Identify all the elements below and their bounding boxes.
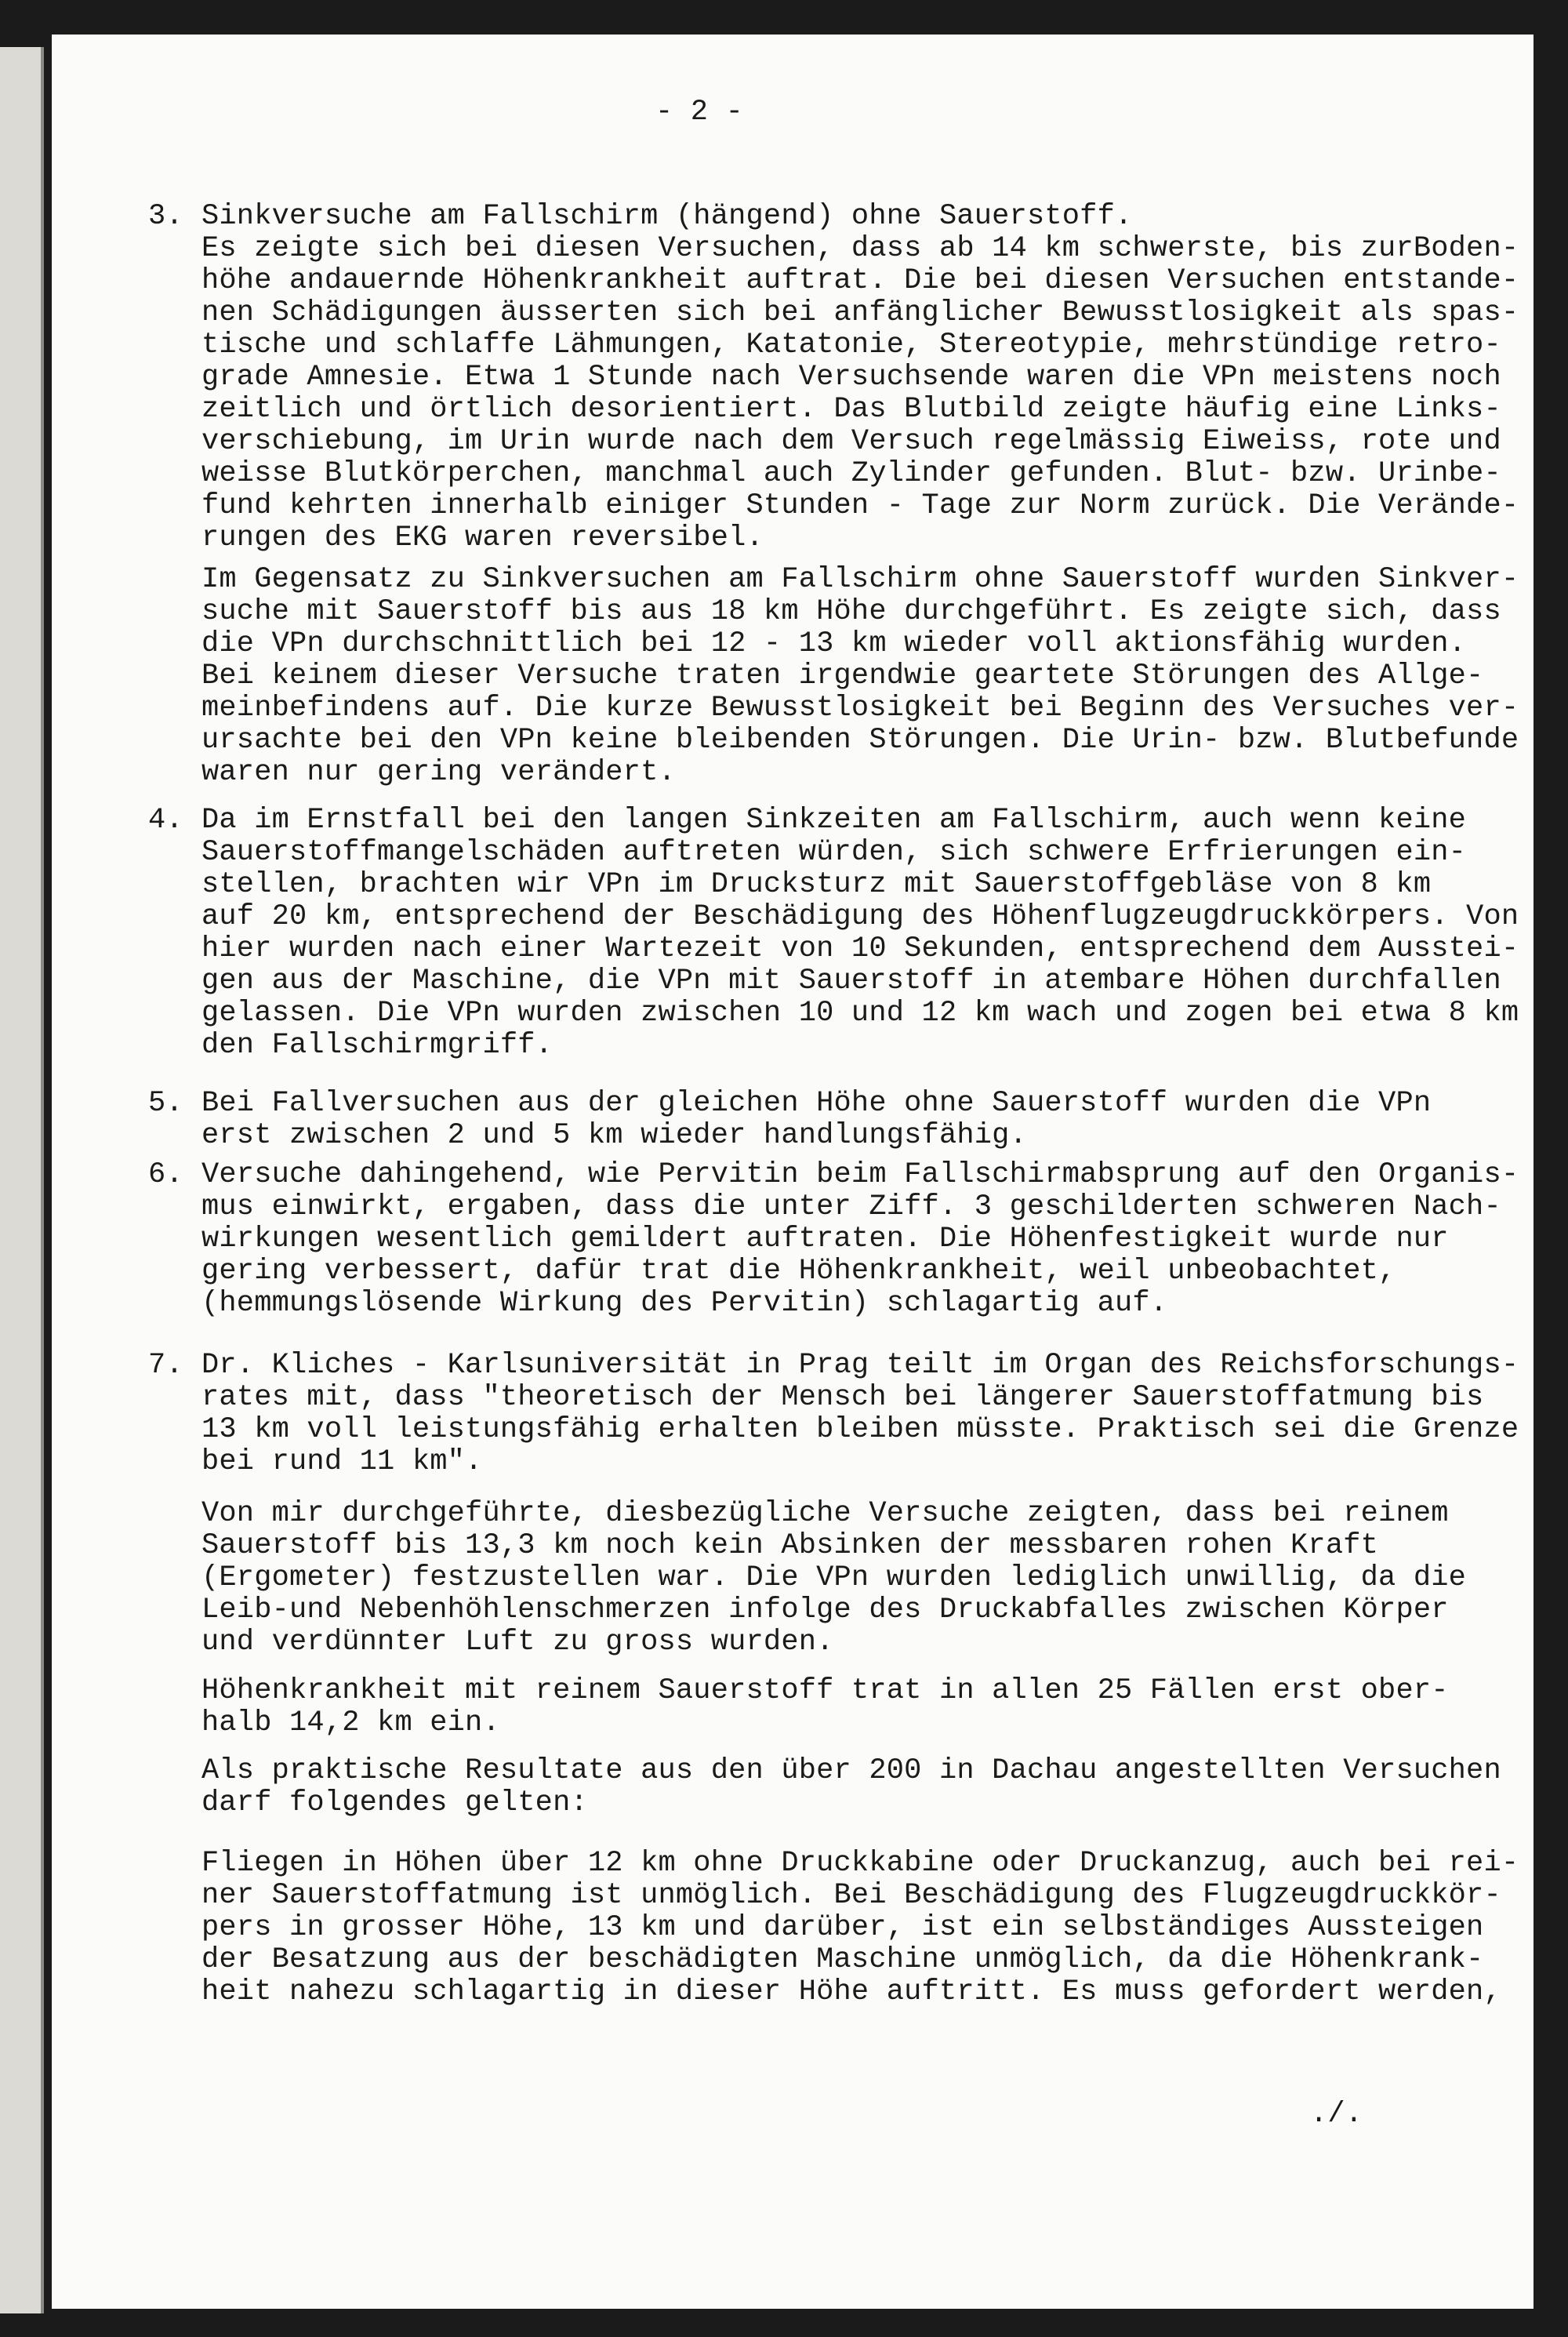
text-line: und verdünnter Luft zu gross wurden. xyxy=(201,1626,834,1659)
text-line: rungen des EKG waren reversibel. xyxy=(201,522,764,554)
text-line: bei rund 11 km". xyxy=(201,1445,483,1478)
paragraph xyxy=(201,1848,1519,2008)
text-line: darf folgendes gelten: xyxy=(201,1786,588,1819)
text-line: Von mir durchgeführte, diesbezügliche Versuche zeigten, dass bei reinem xyxy=(201,1497,1449,1530)
text-line: ner Sauerstoffatmung ist unmöglich. Bei Beschädigung des Flugzeugdruckkör- xyxy=(201,1879,1501,1912)
text-line: meinbefindens auf. Die kurze Bewusstlosigkeit bei Beginn des Versuches ver- xyxy=(201,692,1519,725)
paragraph xyxy=(148,200,1519,554)
paragraph xyxy=(148,1087,1432,1152)
item-number: 4. xyxy=(148,804,183,837)
text-line: heit nahezu schlagartig in dieser Höhe auftritt. Es muss gefordert werden, xyxy=(201,1975,1501,2008)
continuation-mark: ./. xyxy=(1310,2098,1363,2131)
text-line: waren nur gering verändert. xyxy=(201,756,676,789)
item-number: 5. xyxy=(148,1087,183,1120)
text-line: gelassen. Die VPn wurden zwischen 10 und 12 km wach und zogen bei etwa 8 km xyxy=(201,997,1519,1030)
text-line: Dr. Kliches - Karlsuniversität in Prag teilt im Organ des Reichsforschungs- xyxy=(201,1349,1519,1382)
text-line: 13 km voll leistungsfähig erhalten bleiben müsste. Praktisch sei die Grenze xyxy=(201,1413,1519,1446)
text-line: Fliegen in Höhen über 12 km ohne Druckkabine oder Druckanzug, auch bei rei- xyxy=(201,1847,1519,1880)
text-line: (Ergometer) festzustellen war. Die VPn wurden lediglich unwillig, da die xyxy=(201,1561,1467,1594)
text-line: Sauerstoff bis 13,3 km noch kein Absinken der messbaren rohen Kraft xyxy=(201,1529,1379,1562)
item-number: 3. xyxy=(148,200,183,233)
text-line: ursachte bei den VPn keine bleibenden Störungen. Die Urin- bzw. Blutbefunde xyxy=(201,724,1519,757)
text-line: Sauerstoffmangelschäden auftreten würden, sich schwere Erfrierungen ein- xyxy=(201,836,1467,869)
text-line: (hemmungslösende Wirkung des Pervitin) schlagartig auf. xyxy=(201,1287,1168,1320)
paragraph xyxy=(148,804,1519,1062)
text-line: Es zeigte sich bei diesen Versuchen, dass ab 14 km schwerste, bis zurBoden- xyxy=(201,232,1519,265)
text-line: rates mit, dass "theoretisch der Mensch bei längerer Sauerstoffatmung bis xyxy=(201,1381,1484,1414)
text-line: auf 20 km, entsprechend der Beschädigung des Höhenflugzeugdruckkörpers. Von xyxy=(201,900,1519,933)
paragraph xyxy=(201,1755,1501,1819)
item-number: 7. xyxy=(148,1349,183,1382)
text-line: grade Amnesie. Etwa 1 Stunde nach Versuchsende waren die VPn meistens noch xyxy=(201,361,1501,394)
text-line: der Besatzung aus der beschädigten Maschine unmöglich, da die Höhenkrank- xyxy=(201,1943,1484,1976)
text-line: Im Gegensatz zu Sinkversuchen am Fallschirm ohne Sauerstoff wurden Sinkver- xyxy=(201,563,1519,596)
paragraph xyxy=(148,1158,1519,1320)
item-number: 6. xyxy=(148,1158,183,1191)
text-line: halb 14,2 km ein. xyxy=(201,1706,500,1739)
paragraph xyxy=(201,1498,1466,1659)
text-line: erst zwischen 2 und 5 km wieder handlungsfähig. xyxy=(201,1119,1027,1152)
text-line: höhe andauernde Höhenkrankheit auftrat. Die bei diesen Versuchen entstande- xyxy=(201,264,1519,297)
previous-page-edge xyxy=(0,47,44,2313)
paragraph xyxy=(201,564,1519,789)
text-line: Sinkversuche am Fallschirm (hängend) ohne Sauerstoff. xyxy=(201,200,1133,233)
text-line: Versuche dahingehend, wie Pervitin beim Fallschirmabsprung auf den Organis- xyxy=(201,1158,1519,1191)
text-line: fund kehrten innerhalb einiger Stunden - Tage zur Norm zurück. Die Verände- xyxy=(201,489,1519,522)
text-line: nen Schädigungen äusserten sich bei anfänglicher Bewusstlosigkeit als spas- xyxy=(201,296,1519,329)
text-line: verschiebung, im Urin wurde nach dem Versuch regelmässig Eiweiss, rote und xyxy=(201,425,1501,458)
document-page xyxy=(52,35,1534,2309)
text-line: Höhenkrankheit mit reinem Sauerstoff trat in allen 25 Fällen erst ober- xyxy=(201,1674,1449,1707)
text-line: Bei Fallversuchen aus der gleichen Höhe ohne Sauerstoff wurden die VPn xyxy=(201,1087,1432,1120)
page-number: - 2 - xyxy=(655,96,744,129)
text-line: Leib-und Nebenhöhlenschmerzen infolge des Druckabfalles zwischen Körper xyxy=(201,1594,1449,1626)
text-line: gen aus der Maschine, die VPn mit Sauerstoff in atembare Höhen durchfallen xyxy=(201,965,1501,998)
paragraph xyxy=(201,1675,1449,1739)
text-line: tische und schlaffe Lähmungen, Katatonie, Stereotypie, mehrstündige retro- xyxy=(201,329,1501,362)
text-line: suche mit Sauerstoff bis aus 18 km Höhe durchgeführt. Es zeigte sich, dass xyxy=(201,595,1501,628)
text-line: zeitlich und örtlich desorientiert. Das Blutbild zeigte häufig eine Links- xyxy=(201,393,1501,426)
text-line: den Fallschirmgriff. xyxy=(201,1029,554,1062)
text-line: Da im Ernstfall bei den langen Sinkzeiten am Fallschirm, auch wenn keine xyxy=(201,804,1467,837)
text-line: stellen, brachten wir VPn im Drucksturz mit Sauerstoffgebläse von 8 km xyxy=(201,868,1432,901)
text-line: mus einwirkt, ergaben, dass die unter Ziff. 3 geschilderten schweren Nach- xyxy=(201,1190,1501,1223)
paragraph xyxy=(148,1349,1519,1478)
text-line: Bei keinem dieser Versuche traten irgendwie geartete Störungen des Allge- xyxy=(201,660,1484,692)
text-line: wirkungen wesentlich gemildert auftraten. Die Höhenfestigkeit wurde nur xyxy=(201,1223,1449,1256)
text-line: Als praktische Resultate aus den über 200 in Dachau angestellten Versuchen xyxy=(201,1754,1501,1787)
text-line: weisse Blutkörperchen, manchmal auch Zylinder gefunden. Blut- bzw. Urinbe- xyxy=(201,457,1501,490)
text-line: gering verbessert, dafür trat die Höhenkrankheit, weil unbeobachtet, xyxy=(201,1255,1396,1288)
text-line: hier wurden nach einer Wartezeit von 10 Sekunden, entsprechend dem Ausstei- xyxy=(201,932,1519,965)
text-line: pers in grosser Höhe, 13 km und darüber, ist ein selbständiges Aussteigen xyxy=(201,1911,1484,1944)
text-line: die VPn durchschnittlich bei 12 - 13 km wieder voll aktionsfähig wurden. xyxy=(201,627,1467,660)
